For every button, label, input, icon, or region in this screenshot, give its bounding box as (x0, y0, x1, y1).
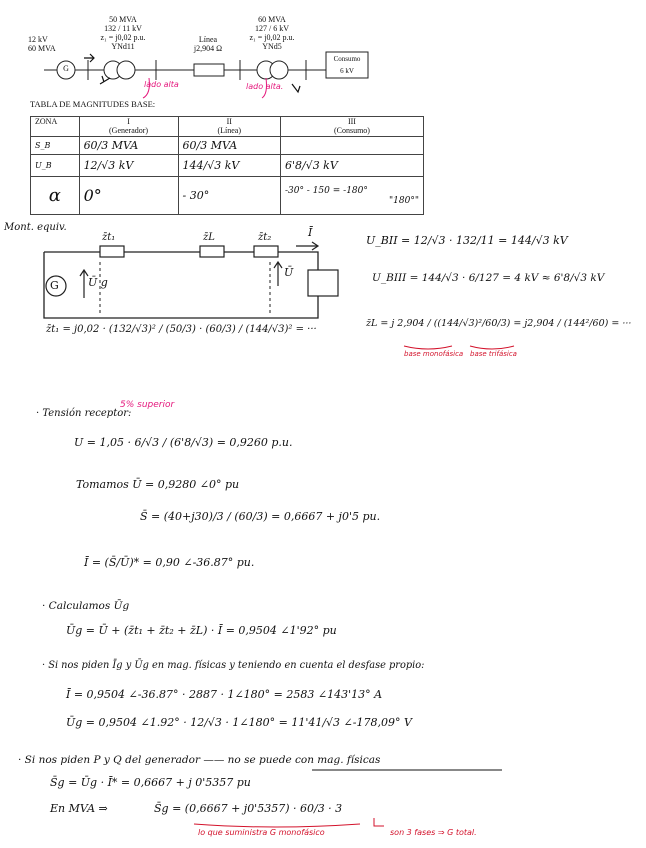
generator-rating: 12 kV 60 MVA (28, 35, 56, 53)
u-label: Ū (284, 266, 294, 279)
base-trifasica-note: base trifásica (470, 350, 517, 358)
ug-title: · Calculamos Ūg (42, 600, 130, 612)
table-title: TABLA DE MAGNITUDES BASE: (30, 99, 156, 109)
tension-line-4: Ī = (S̄/Ū)* = 0,90 ∠-36.87° pu. (84, 556, 255, 569)
potencia-title: · Si nos piden P y Q del generador —— no se puede con mag. físicas (18, 754, 381, 766)
potencia-line-2: En MVA ⇒ (50, 802, 108, 815)
alpha-zone-1: 0° (79, 177, 178, 215)
u-zone-2: 144/√3 kV (178, 155, 280, 177)
lado-alta-note-1: lado alta (144, 80, 179, 89)
row-alpha-label: α (31, 177, 80, 215)
zt2-label: z̄t₂ (258, 232, 272, 243)
tension-line-3: S̄ = (40+j30)/3 / (60/3) = 0,6667 + j0'5 pu. (140, 510, 381, 523)
zone-2-header: II (Línea) (178, 117, 280, 137)
alpha-zone-3: -30° - 150 = -180° "180°" (280, 177, 423, 215)
lado-alta-note-2: lado alta. (246, 82, 284, 91)
fisicas-line-2: Ūg = 0,9504 ∠1.92° · 12/√3 · 1∠180° = 11'41/√3 ∠-178,09° V (66, 716, 412, 729)
load-label: Consumo 6 kV (333, 55, 361, 75)
circuit-title: Mont. equiv. (4, 222, 67, 233)
current-label: Ī (308, 226, 313, 239)
tension-line-2: Tomamos Ū = 0,9280 ∠0° pu (76, 478, 240, 491)
zt1-label: z̄t₁ (102, 232, 116, 243)
potencia-line-3: S̄g = (0,6667 + j0'5357) · 60/3 · 3 (154, 802, 343, 815)
transformer-1-rating: 50 MVA 132 / 11 kV z₁ = j0,02 p.u. YNd11 (100, 15, 146, 51)
potencia-note-2: son 3 fases ⇒ G total. (390, 828, 477, 837)
transformer-2-rating: 60 MVA 127 / 6 kV z₁ = j0,02 p.u. YNd5 (249, 15, 295, 51)
u-zone-3: 6'8/√3 kV (280, 155, 423, 177)
s-zone-2: 60/3 MVA (178, 137, 280, 155)
zl-label: z̄L (203, 232, 215, 243)
row-u-label: U_B (31, 155, 80, 177)
line-impedance-label: Línea j2,904 Ω (193, 35, 223, 53)
circuit-gen-label: G (50, 279, 59, 292)
potencia-line-1: S̄g = Ūg · Ī* = 0,6667 + j 0'5357 pu (50, 776, 251, 789)
zone-header: ZONA (31, 117, 80, 137)
tension-line-1: U = 1,05 · 6/√3 / (6'8/√3) = 0,9260 p.u. (74, 436, 293, 449)
row-s-label: S_B (31, 137, 80, 155)
fisicas-line-1: Ī = 0,9504 ∠-36.87° · 2887 · 1∠180° = 2583 ∠143'13° A (66, 688, 383, 701)
ug-label: Ū g (88, 276, 108, 289)
base-monofasica-note: base monofásica (404, 350, 464, 358)
generator-symbol: G (63, 64, 69, 73)
ug-line-1: Ūg = Ū + (z̄t₁ + z̄t₂ + z̄L) · Ī = 0,9504 ∠1'92° pu (66, 624, 337, 637)
tension-note: 5% superior (120, 400, 175, 410)
u-zone-1: 12/√3 kV (79, 155, 178, 177)
ub-iii-formula: U_BIII = 144/√3 · 6/127 = 4 kV ≈ 6'8/√3 kV (372, 272, 605, 284)
fisicas-title: · Si nos piden Īg y Ūg en mag. físicas y teniendo en cuenta el desfase propio: (42, 660, 425, 671)
alpha-zone-2: - 30° (178, 177, 280, 215)
potencia-note-1: lo que suministra G monofásico (198, 828, 325, 837)
s-zone-1: 60/3 MVA (79, 137, 178, 155)
zt1-formula: z̄t₁ = j0,02 · (132/√3)² / (50/3) · (60/3) / (144/√3)² = ··· (46, 324, 317, 335)
ub-ii-formula: U_BII = 12/√3 · 132/11 = 144/√3 kV (366, 234, 568, 247)
tension-title: · Tensión receptor: (36, 408, 132, 419)
zone-1-header: I (Generador) (79, 117, 178, 137)
zone-3-header: III (Consumo) (280, 117, 423, 137)
zl-formula: z̄L = j 2,904 / ((144/√3)²/60/3) = j2,904 / (144²/60) = ··· (366, 318, 632, 329)
